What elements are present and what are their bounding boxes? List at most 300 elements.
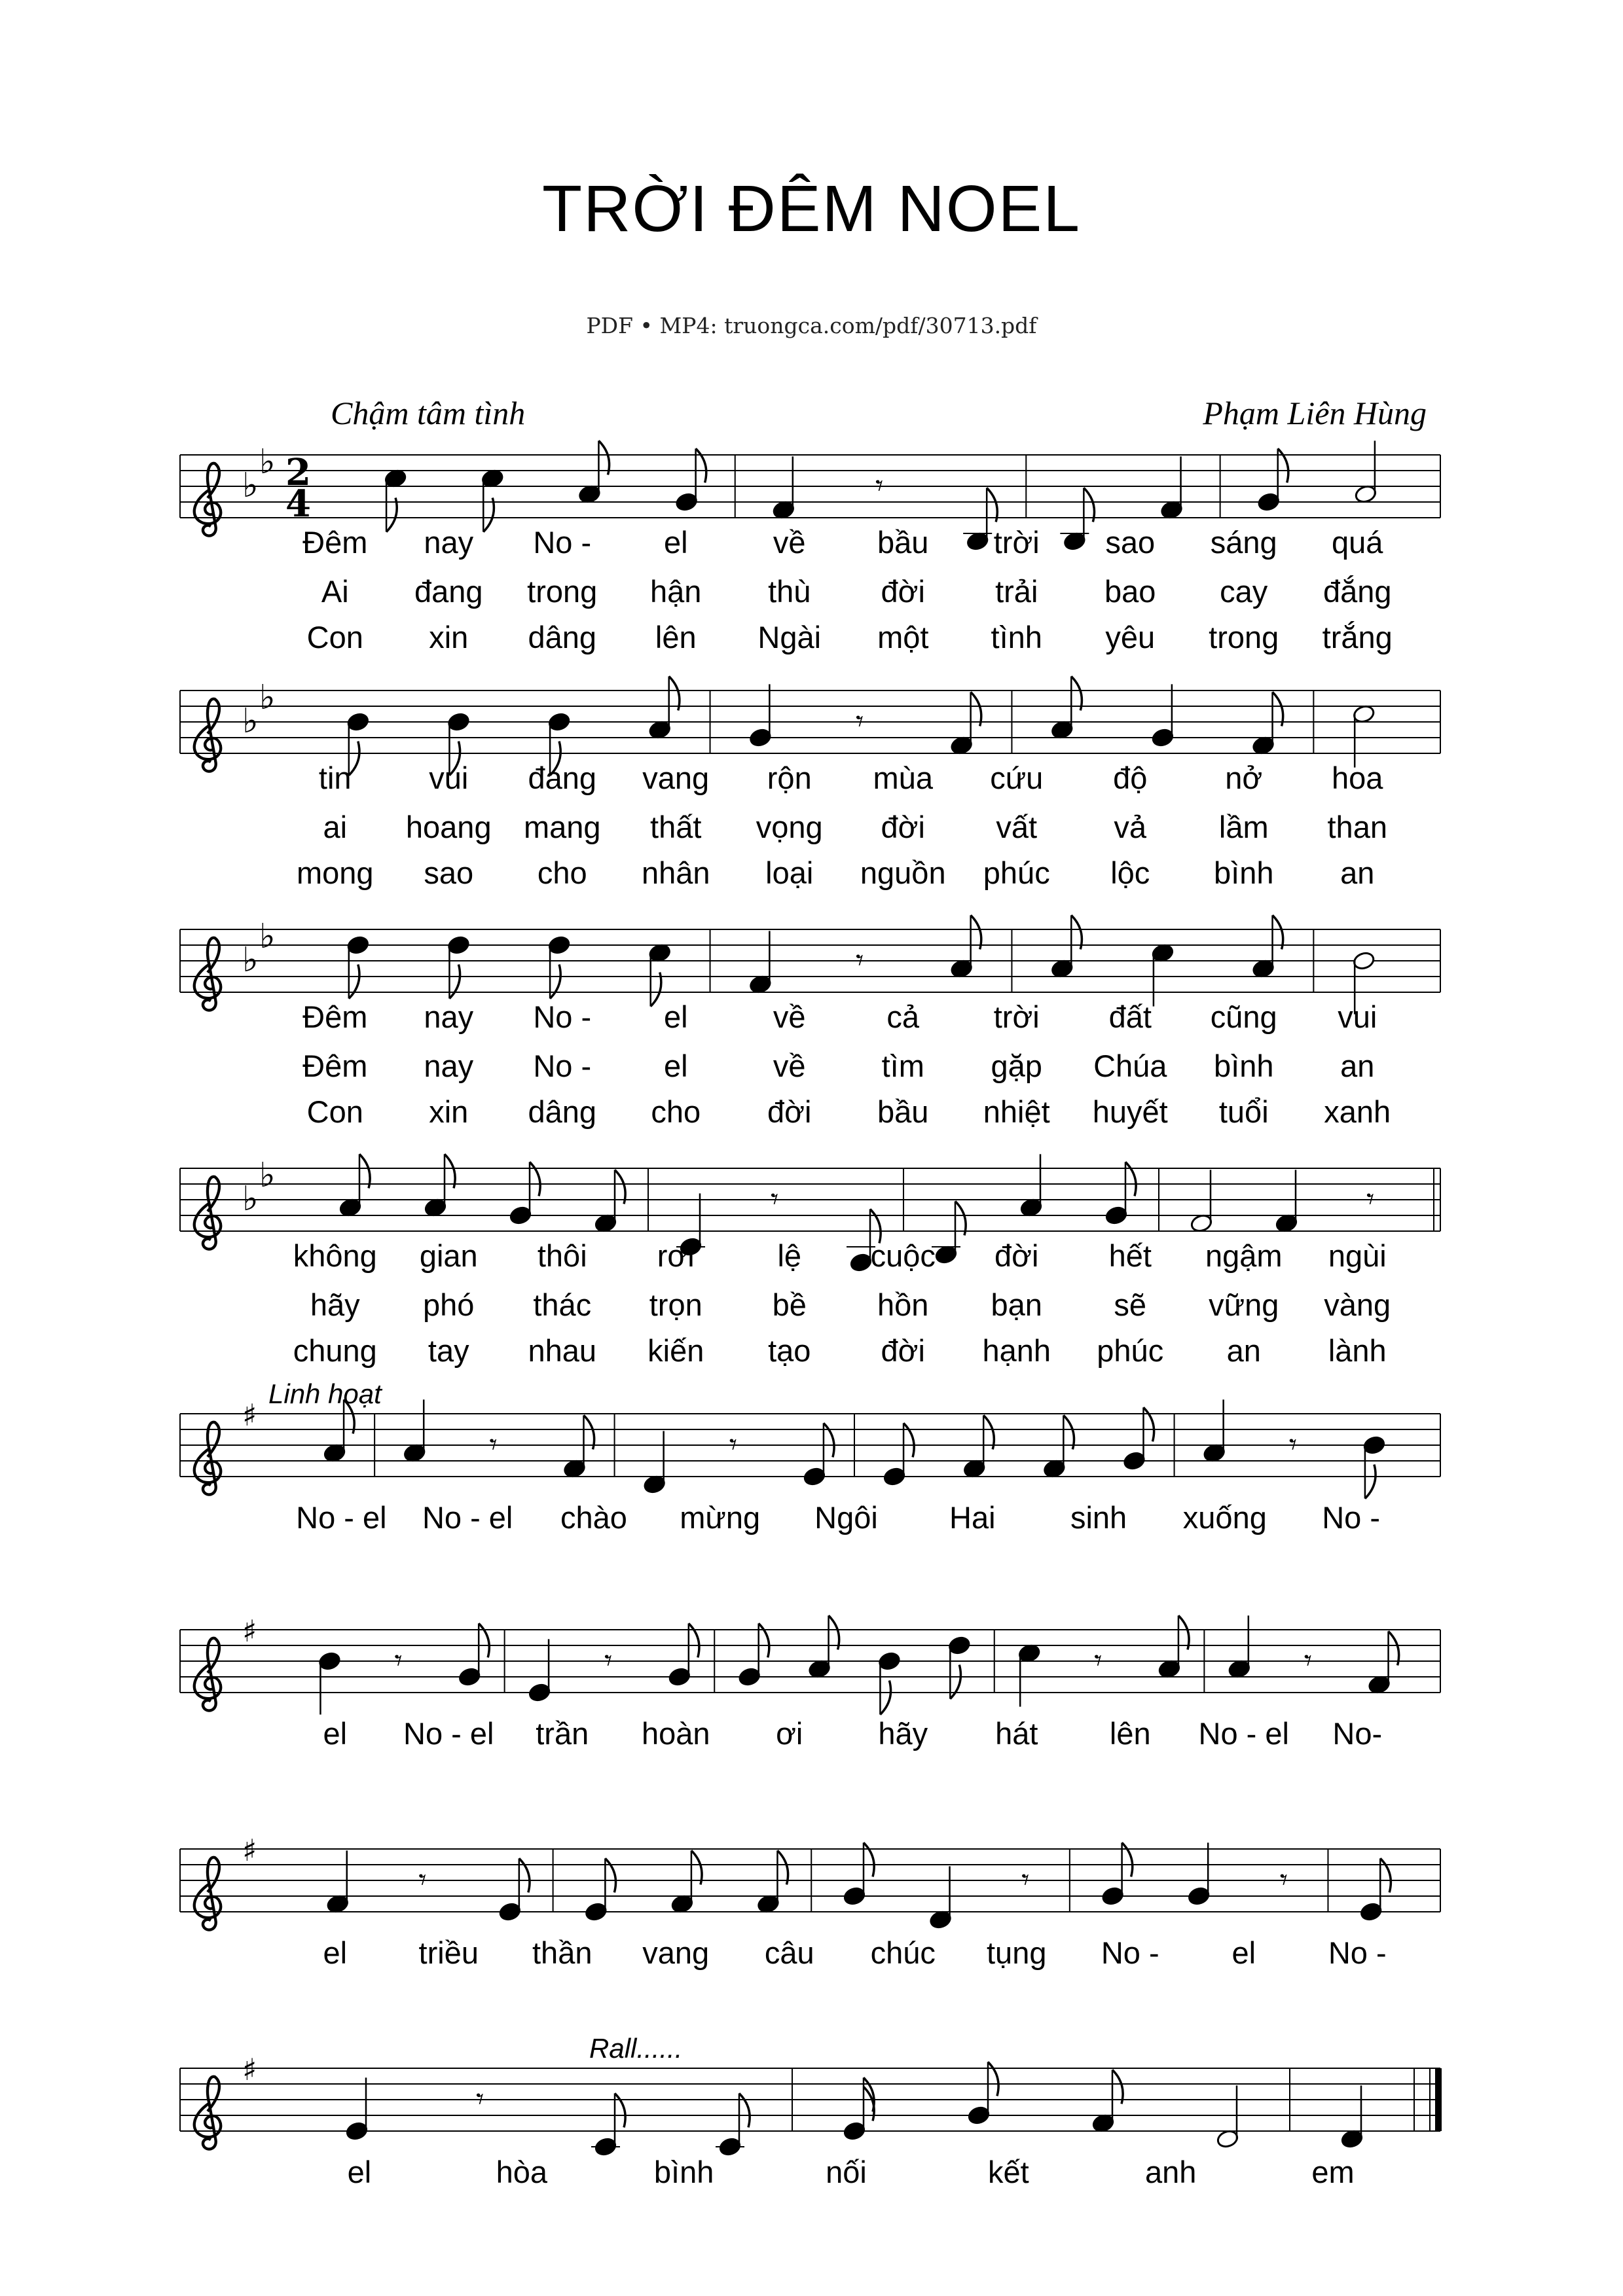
note-flag — [1125, 1162, 1136, 1196]
treble-clef-icon — [194, 699, 221, 772]
treble-clef-icon — [194, 463, 221, 536]
lyric-syllable: về — [773, 525, 806, 560]
lyric-syllable: trời — [993, 525, 1040, 560]
lyric-syllable: đời — [994, 1238, 1039, 1273]
lyric-syllable: Ai — [321, 574, 349, 609]
note-head — [934, 1245, 958, 1265]
lyric-syllable: hãy — [310, 1287, 360, 1322]
lyric-syllable: trời — [993, 999, 1040, 1034]
lyric-syllable: bình — [1214, 1049, 1274, 1083]
note-flag — [483, 498, 494, 532]
lyric-syllable: el — [323, 1716, 348, 1751]
tempo-change-marking: Linh hoạt — [268, 1378, 382, 1409]
note-head — [1019, 1198, 1043, 1218]
sharp-icon: ♯ — [242, 1397, 257, 1433]
lyric-syllable: lầm — [1218, 810, 1269, 844]
composer-name: Phạm Liên Hùng — [1203, 395, 1427, 431]
lyric-syllable: xin — [429, 1094, 469, 1129]
sharp-icon: ♯ — [242, 1833, 257, 1868]
note-head — [950, 959, 974, 979]
lyric-syllable: tạo — [768, 1333, 811, 1368]
note-head — [1042, 1459, 1066, 1479]
note-head — [585, 1902, 608, 1922]
note-head — [803, 1467, 826, 1487]
lyric-syllable: nay — [424, 525, 474, 560]
lyric-syllable: trọn — [649, 1287, 702, 1322]
tempo-change-marking: Rall...... — [589, 2033, 683, 2064]
note-flag — [1071, 676, 1082, 710]
note-head — [1160, 500, 1184, 520]
lyric-syllable: tuổi — [1218, 1094, 1269, 1129]
note-head — [1362, 1435, 1386, 1456]
note-flag — [1112, 2070, 1123, 2104]
lyric-syllable: hết — [1108, 1238, 1152, 1273]
note-head — [323, 1443, 346, 1463]
lyric-syllable: bề — [772, 1287, 807, 1322]
lyric-syllable: vả — [1114, 810, 1147, 844]
lyric-syllable: tình — [991, 620, 1042, 655]
lyric-syllable: nhau — [528, 1333, 597, 1368]
lyric-syllable: xuống — [1182, 1500, 1267, 1535]
lyric-syllable: nhân — [641, 855, 710, 890]
note-head — [1257, 492, 1281, 512]
lyric-syllable: gặp — [991, 1049, 1042, 1083]
lyric-syllable: cay — [1220, 574, 1268, 609]
lyric-syllable: Ngài — [757, 620, 822, 655]
note-head — [563, 1459, 587, 1479]
lyric-syllable: hoa — [1332, 761, 1383, 795]
note-head — [772, 500, 795, 520]
treble-clef-icon — [194, 1857, 221, 1930]
lyric-syllable: bình — [1214, 855, 1274, 890]
lyric-syllable: rơi — [657, 1238, 695, 1273]
lyric-syllable: ngậm — [1205, 1238, 1283, 1273]
lyric-syllable: thôi — [537, 1238, 587, 1273]
note-head — [1275, 1213, 1298, 1234]
note-head — [528, 1683, 551, 1703]
note-head — [808, 1659, 831, 1679]
note-head — [849, 1253, 873, 1273]
note-flag — [669, 676, 680, 710]
lyric-syllable: cứu — [990, 761, 1044, 795]
lyric-syllable: an — [1340, 855, 1375, 890]
eighth-rest: 𝄾 — [1304, 1642, 1312, 1678]
note-head — [1050, 720, 1074, 740]
lyric-syllable: dâng — [528, 1094, 597, 1129]
lyric-syllable: hoang — [405, 810, 492, 844]
note-flag — [651, 973, 661, 1007]
note-flag — [903, 1423, 914, 1457]
note-head — [447, 935, 471, 956]
lyric-syllable: cả — [886, 999, 920, 1034]
lyric-syllable: Chúa — [1093, 1049, 1167, 1083]
lyric-syllable: No - — [533, 1049, 592, 1083]
note-flag — [1084, 488, 1094, 522]
note-head — [481, 469, 504, 489]
note-flag — [689, 1623, 699, 1657]
note-flag — [445, 1154, 455, 1188]
lyric-syllable: sinh — [1070, 1500, 1127, 1535]
lyric-syllable: anh — [1145, 2155, 1197, 2189]
lyric-syllable: quá — [1332, 525, 1383, 560]
half-note — [1216, 2129, 1239, 2149]
treble-clef-icon — [194, 1638, 221, 1711]
note-flag — [950, 1665, 960, 1699]
lyric-syllable: hòa — [496, 2155, 547, 2189]
note-head — [1017, 1643, 1041, 1664]
flat-icon: ♭ — [259, 678, 276, 717]
note-head — [547, 935, 571, 956]
lyric-syllable: dâng — [528, 620, 597, 655]
eighth-rest: 𝄾 — [418, 1861, 427, 1897]
lyric-syllable: trắng — [1322, 620, 1393, 655]
lyric-syllable: nhiệt — [983, 1094, 1050, 1129]
flat-icon: ♭ — [242, 941, 259, 980]
lyric-syllable: phúc — [1097, 1333, 1164, 1368]
note-flag — [550, 965, 560, 999]
flat-icon: ♭ — [242, 702, 259, 741]
note-head — [1228, 1659, 1251, 1679]
lyric-syllable: bình — [653, 2155, 714, 2189]
note-head — [738, 1667, 761, 1687]
lyric-syllable: el — [323, 1935, 348, 1970]
note-head — [1340, 2129, 1364, 2149]
note-flag — [449, 965, 460, 999]
note-head — [384, 469, 407, 489]
treble-clef-icon — [194, 1422, 221, 1495]
note-flag — [530, 1162, 540, 1196]
staff-system — [180, 1613, 1440, 1751]
note-head — [447, 712, 471, 732]
staff-system — [180, 1154, 1440, 1368]
note-head — [929, 1910, 953, 1930]
note-head — [648, 943, 672, 963]
note-flag — [584, 1415, 594, 1449]
lyric-syllable: cuộc — [870, 1238, 936, 1273]
note-head — [947, 1636, 971, 1656]
note-head — [326, 1894, 350, 1914]
lyric-syllable: về — [773, 1049, 806, 1083]
lyric-syllable: rộn — [767, 761, 812, 795]
lyric-syllable: thác — [533, 1287, 592, 1322]
lyric-syllable: No - el — [296, 1500, 387, 1535]
note-head — [547, 712, 571, 732]
lyric-syllable: cho — [537, 855, 587, 890]
lyric-syllable: thù — [768, 574, 811, 609]
lyric-syllable: xin — [429, 620, 469, 655]
eighth-rest: 𝄾 — [489, 1426, 498, 1462]
note-flag — [605, 1858, 615, 1892]
note-head — [458, 1667, 481, 1687]
treble-clef-icon — [194, 2077, 221, 2149]
lyric-syllable: về — [773, 999, 806, 1034]
lyric-syllable: sao — [1105, 525, 1156, 560]
lyric-syllable: Con — [306, 1094, 363, 1129]
lyric-syllable: hận — [650, 574, 702, 609]
lyric-syllable: vất — [996, 810, 1038, 844]
note-head — [1187, 1886, 1211, 1907]
tempo-marking: Chậm tâm tình — [331, 395, 526, 431]
note-flag — [829, 1615, 839, 1649]
lyric-syllable: yêu — [1105, 620, 1156, 655]
note-head — [1101, 1886, 1125, 1907]
flat-icon: ♭ — [259, 442, 276, 482]
note-head — [749, 728, 773, 748]
note-head — [1252, 959, 1275, 979]
note-head — [1050, 959, 1074, 979]
lyric-syllable: hồn — [877, 1287, 929, 1322]
song-title: TRỜI ĐÊM NOEL — [542, 172, 1081, 245]
note-head — [967, 2106, 991, 2126]
note-head — [338, 1198, 362, 1218]
treble-clef-icon — [194, 938, 221, 1011]
note-head — [1151, 728, 1175, 748]
lyric-syllable: trong — [1209, 620, 1279, 655]
lyric-syllable: phúc — [983, 855, 1050, 890]
treble-clef-icon — [194, 1177, 221, 1249]
note-head — [1063, 531, 1087, 552]
lyric-syllable: đời — [881, 810, 925, 844]
note-flag — [691, 1850, 702, 1884]
lyric-syllable: ai — [323, 810, 348, 844]
lyric-syllable: kiến — [647, 1333, 704, 1368]
lyric-syllable: lên — [655, 620, 697, 655]
lyric-syllable: nay — [424, 1049, 474, 1083]
note-head — [966, 531, 989, 552]
note-head — [843, 2121, 866, 2142]
lyric-syllable: el — [663, 999, 688, 1034]
eighth-rest: 𝄾 — [856, 703, 864, 739]
note-flag — [971, 692, 981, 726]
note-head — [878, 1651, 902, 1672]
flat-icon: ♭ — [242, 466, 259, 505]
note-head — [498, 1902, 522, 1922]
lyric-syllable: nguồn — [860, 855, 946, 890]
note-flag — [696, 448, 706, 482]
lyric-syllable: vang — [642, 761, 710, 795]
note-head — [718, 2137, 742, 2157]
lyric-syllable: một — [877, 620, 929, 655]
lyric-syllable: than — [1327, 810, 1387, 844]
lyric-syllable: triều — [418, 1935, 479, 1970]
lyric-syllable: đang — [414, 574, 483, 609]
note-head — [962, 1459, 986, 1479]
lyric-syllable: chung — [293, 1333, 377, 1368]
lyric-syllable: hoàn — [641, 1716, 710, 1751]
lyric-syllable: đời — [881, 574, 925, 609]
note-flag — [988, 2062, 998, 2096]
lyric-syllable: el — [663, 1049, 688, 1083]
lyric-syllable: chúc — [870, 1935, 936, 1970]
note-head — [950, 736, 974, 756]
staff-system — [180, 1833, 1440, 1970]
note-head — [1104, 1206, 1128, 1226]
time-signature-bottom: 4 — [285, 482, 311, 526]
eighth-rest: 𝄾 — [771, 1181, 779, 1217]
note-flag — [359, 1154, 370, 1188]
note-head — [594, 1213, 617, 1234]
note-flag — [519, 1858, 530, 1892]
lyric-syllable: kết — [988, 2155, 1029, 2189]
lyric-syllable: ơi — [776, 1716, 803, 1751]
lyric-syllable: lên — [1109, 1716, 1151, 1751]
staff-system — [180, 676, 1440, 890]
eighth-rest: 𝄾 — [729, 1426, 738, 1462]
lyric-syllable: bạn — [991, 1287, 1042, 1322]
note-flag — [1122, 1842, 1133, 1876]
lyric-syllable: Đêm — [302, 525, 368, 560]
note-flag — [349, 965, 359, 999]
eighth-rest: 𝄾 — [394, 1642, 403, 1678]
half-note — [1190, 1213, 1213, 1234]
note-head — [668, 1667, 691, 1687]
note-flag — [739, 2093, 750, 2127]
lyric-syllable: vàng — [1324, 1287, 1391, 1322]
lyric-syllable: trải — [995, 574, 1038, 609]
lyric-syllable: tụng — [987, 1935, 1047, 1970]
note-flag — [880, 1681, 890, 1715]
lyric-syllable: vang — [642, 1935, 710, 1970]
lyric-syllable: No - — [1101, 1935, 1159, 1970]
lyric-syllable: sao — [424, 855, 474, 890]
lyric-syllable: mong — [296, 855, 374, 890]
lyric-syllable: bầu — [877, 525, 929, 560]
note-flag — [615, 1170, 625, 1204]
note-head — [509, 1206, 532, 1226]
note-flag — [864, 1842, 874, 1876]
note-flag — [615, 2093, 625, 2127]
half-note — [1354, 484, 1377, 505]
eighth-rest: 𝄾 — [856, 942, 864, 978]
flat-icon: ♭ — [259, 1156, 276, 1195]
flat-icon: ♭ — [242, 1179, 259, 1219]
lyric-syllable: Đêm — [302, 999, 368, 1034]
note-head — [1091, 2113, 1115, 2134]
sharp-icon: ♯ — [242, 1613, 257, 1649]
lyric-syllable: trần — [536, 1716, 589, 1751]
lyric-syllable: bao — [1104, 574, 1156, 609]
lyric-syllable: phó — [423, 1287, 475, 1322]
lyric-syllable: loại — [765, 855, 814, 890]
lyric-syllable: mùa — [873, 761, 933, 795]
eighth-rest: 𝄾 — [604, 1642, 613, 1678]
staff-system — [180, 440, 1440, 655]
note-head — [1151, 943, 1175, 963]
note-flag — [759, 1623, 769, 1657]
lyric-syllable: cũng — [1210, 999, 1277, 1034]
lyric-syllable: vui — [429, 761, 469, 795]
lyric-syllable: No - — [533, 999, 592, 1034]
lyric-syllable: mừng — [680, 1500, 761, 1535]
note-head — [1203, 1443, 1226, 1463]
note-head — [1123, 1451, 1146, 1471]
lyric-syllable: thần — [532, 1935, 593, 1970]
eighth-rest: 𝄾 — [1021, 1861, 1030, 1897]
note-head — [594, 2137, 617, 2157]
lyric-syllable: vọng — [756, 810, 823, 844]
lyric-syllable: an — [1226, 1333, 1261, 1368]
lyric-syllable: huyết — [1092, 1094, 1168, 1129]
note-flag — [479, 1623, 489, 1657]
lyric-syllable: đất — [1108, 999, 1152, 1034]
lyric-syllable: lệ — [777, 1238, 802, 1273]
half-note — [1352, 951, 1376, 971]
flat-icon: ♭ — [259, 917, 276, 956]
lyric-syllable: el — [1231, 1935, 1256, 1970]
note-flag — [1063, 1415, 1074, 1449]
lyric-syllable: vui — [1338, 999, 1377, 1034]
lyric-syllable: tay — [428, 1333, 469, 1368]
note-flag — [1365, 1465, 1376, 1499]
lyric-syllable: lộc — [1110, 855, 1150, 890]
time-signature-top: 2 — [285, 451, 311, 494]
note-head — [643, 1475, 666, 1495]
lyric-syllable: không — [293, 1238, 377, 1273]
lyric-syllable: sáng — [1210, 525, 1277, 560]
note-flag — [1380, 1858, 1391, 1892]
lyric-syllable: Con — [306, 620, 363, 655]
lyric-syllable: No - — [1328, 1935, 1387, 1970]
lyric-syllable: el — [663, 525, 688, 560]
lyric-syllable: No - — [1322, 1500, 1381, 1535]
note-head — [346, 935, 370, 956]
eighth-rest: 𝄾 — [1288, 1426, 1298, 1462]
note-head — [883, 1467, 906, 1487]
lyric-syllable: tìm — [881, 1049, 924, 1083]
note-head — [757, 1894, 780, 1914]
lyric-syllable: el — [347, 2155, 372, 2189]
final-barline — [1435, 2068, 1442, 2131]
note-flag — [1389, 1631, 1399, 1665]
lyric-syllable: đang — [528, 761, 597, 795]
lyric-syllable: No - el — [422, 1500, 513, 1535]
note-flag — [1071, 915, 1082, 949]
lyric-syllable: bầu — [877, 1094, 929, 1129]
note-head — [1158, 1659, 1181, 1679]
note-head — [843, 1886, 866, 1907]
lyric-syllable: mang — [523, 810, 601, 844]
lyric-syllable: ngùi — [1328, 1238, 1387, 1273]
note-head — [424, 1198, 447, 1218]
note-head — [749, 975, 773, 995]
note-flag — [955, 1201, 966, 1235]
note-flag — [1273, 915, 1283, 949]
lyric-syllable: sẽ — [1114, 1287, 1147, 1322]
lyric-syllable: Ngôi — [814, 1500, 878, 1535]
note-flag — [598, 440, 609, 475]
note-head — [675, 492, 699, 512]
source-link[interactable]: PDF • MP4: truongca.com/pdf/30713.pdf — [586, 313, 1037, 338]
eighth-rest: 𝄾 — [1094, 1642, 1103, 1678]
note-flag — [1144, 1407, 1154, 1441]
lyric-syllable: thất — [650, 810, 702, 844]
lyric-syllable: em — [1311, 2155, 1355, 2189]
note-head — [403, 1443, 426, 1463]
lyric-syllable: độ — [1113, 761, 1148, 795]
note-head — [578, 484, 602, 505]
eighth-rest: 𝄾 — [1279, 1861, 1288, 1897]
lyric-syllable: xanh — [1324, 1094, 1391, 1129]
note-head — [346, 712, 370, 732]
lyric-syllable: trong — [527, 574, 598, 609]
note-head — [1252, 736, 1275, 756]
staff-system — [180, 915, 1440, 1129]
eighth-rest: 𝄾 — [476, 2081, 484, 2117]
note-head — [1359, 1902, 1383, 1922]
note-flag — [971, 915, 981, 949]
lyric-syllable: Đêm — [302, 1049, 368, 1083]
note-flag — [987, 488, 997, 522]
